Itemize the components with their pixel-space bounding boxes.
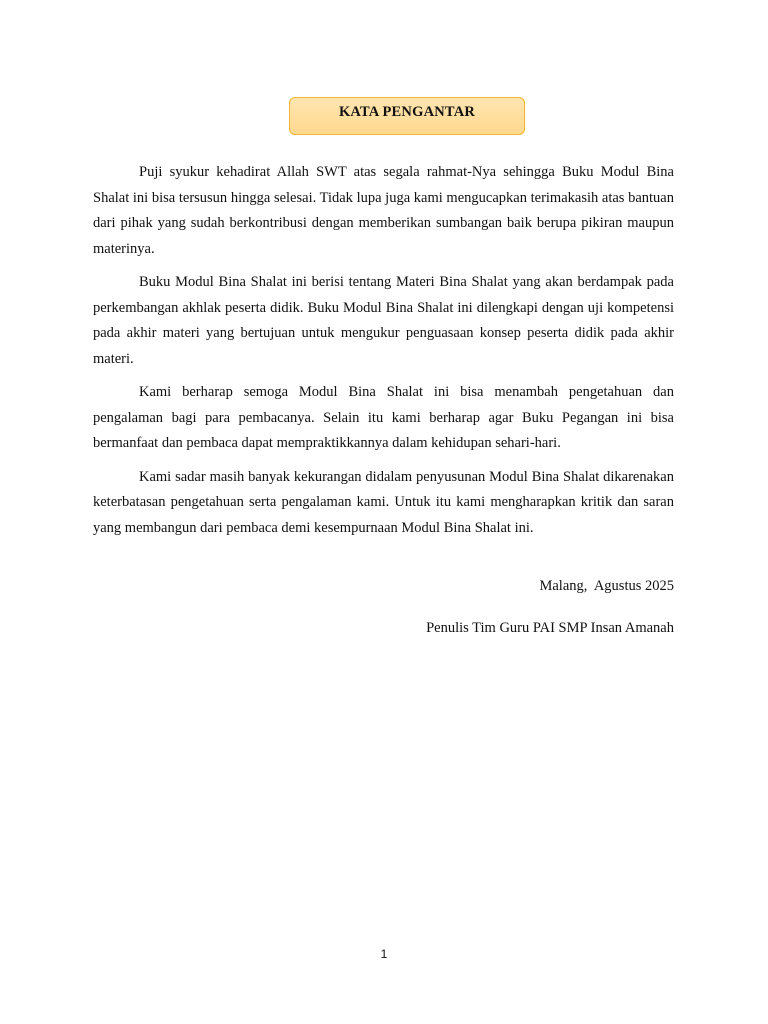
- document-body: [93, 160, 674, 549]
- paragraph-3: Kami berharap semoga Modul Bina Shalat ini bisa menambah pengetahuan dan pengalaman bagi para pembacanya. Selain itu kami berharap agar Buku Pegangan ini bisa bermanfaat dan pembaca dapat mempraktikkannya dalam kehidupan sehari-hari.: [93, 384, 674, 451]
- paragraph-1: Puji syukur kehadirat Allah SWT atas segala rahmat-Nya sehingga Buku Modul Bina Shalat ini bisa tersusun hingga selesai. Tidak lupa juga kami mengucapkan terimakasih atas bantuan dari pihak yang sudah berkontribusi dengan memberikan sumbangan baik berupa pikiran maupun materinya.: [93, 164, 674, 257]
- signature-author: Penulis Tim Guru PAI SMP Insan Amanah: [426, 620, 674, 636]
- paragraph-2: Buku Modul Bina Shalat ini berisi tentang Materi Bina Shalat yang akan berdampak pada perkembangan akhlak peserta didik. Buku Modul Bina Shalat ini dilengkapi dengan uji kompetensi pada akhir materi yang bertujuan untuk mengukur penguasaan konsep peserta didik pada akhir materi.: [93, 274, 674, 367]
- paragraph-4: Kami sadar masih banyak kekurangan didalam penyusunan Modul Bina Shalat dikarenakan keterbatasan pengetahuan serta pengalaman kami. Untuk itu kami mengharapkan kritik dan saran yang membangun dari pembaca demi kesempurnaan Modul Bina Shalat ini.: [93, 468, 674, 536]
- signature-place-date: Malang, Agustus 2025: [539, 578, 674, 594]
- page-title: KATA PENGANTAR: [289, 97, 525, 135]
- page-number: 1: [380, 947, 388, 961]
